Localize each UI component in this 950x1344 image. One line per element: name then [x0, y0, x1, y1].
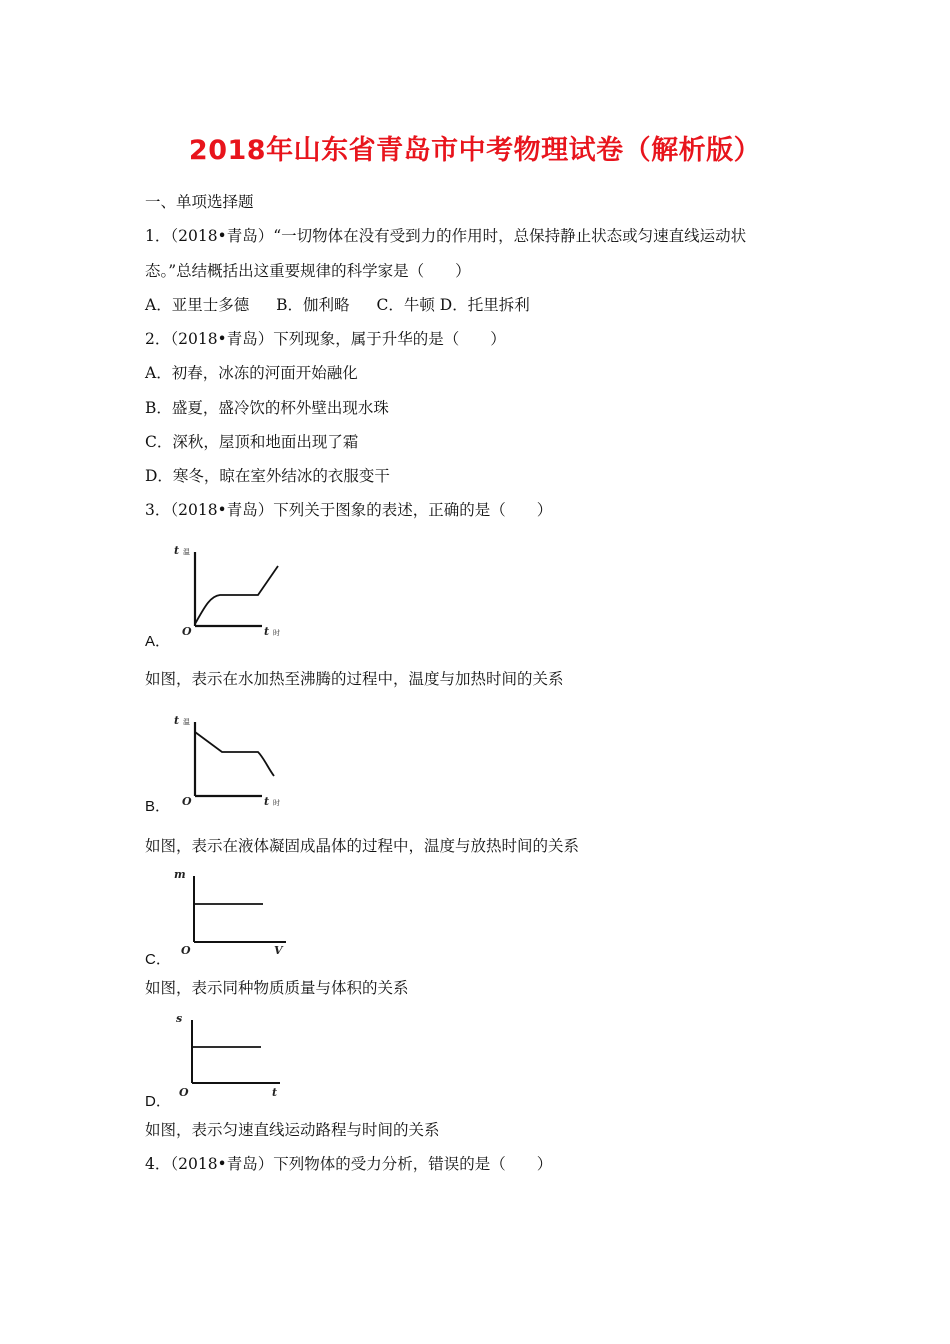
question-1-options: [145, 295, 530, 315]
q3-option-a-label: A．: [145, 633, 171, 650]
q2-option-d: D．寒冬，晾在室外结冰的衣服变干: [145, 467, 390, 485]
question-2-stem: 2．（2018•青岛）下列现象，属于升华的是（ ）: [145, 330, 506, 348]
graph-c: [170, 866, 300, 956]
question-4-stem: 4．（2018•青岛）下列物体的受力分析，错误的是（ ）: [145, 1155, 553, 1173]
question-1-line-2: 态。”总结概括出这重要规律的科学家是（ ）: [145, 262, 471, 280]
graph-b-x-sub: 时: [273, 799, 280, 807]
graph-b-curve: [195, 732, 274, 776]
graph-a-y-sub: 温: [183, 548, 190, 556]
graph-c-origin: O: [181, 944, 191, 957]
q3-option-d-desc: 如图，表示匀速直线运动路程与时间的关系: [145, 1121, 440, 1139]
graph-c-x-label: V: [274, 944, 283, 957]
graph-a-x-label: t: [264, 625, 270, 638]
graph-b: [170, 712, 300, 812]
q2-option-b: B．盛夏，盛冷饮的杯外壁出现水珠: [145, 399, 389, 417]
q3-option-b-label: B．: [145, 798, 171, 815]
graph-c-y-label: m: [174, 868, 186, 881]
graph-b-origin: O: [182, 795, 192, 808]
graph-b-x-label: t: [264, 795, 270, 808]
q1-option-c: C．牛顿: [376, 296, 435, 314]
graph-a-y-label: t: [174, 544, 180, 557]
graph-d-x-label: t: [272, 1086, 278, 1099]
graph-d-svg: [170, 1010, 300, 1100]
question-3-stem: 3．（2018•青岛）下列关于图象的表述，正确的是（ ）: [145, 501, 553, 519]
graph-a: [170, 542, 300, 642]
q2-option-a: A．初春，冰冻的河面开始融化: [145, 364, 358, 382]
graph-b-y-sub: 温: [183, 718, 190, 726]
q3-option-c-label: C．: [145, 951, 171, 968]
q1-option-b: B．伽利略: [276, 296, 350, 314]
graph-d-y-label: s: [176, 1012, 183, 1025]
graph-a-x-sub: 时: [273, 629, 280, 637]
q3-option-c-desc: 如图，表示同种物质质量与体积的关系: [145, 979, 409, 997]
q1-option-a: A．亚里士多德: [145, 296, 250, 314]
graph-a-svg: [170, 542, 300, 642]
page-title: 2018年山东省青岛市中考物理试卷（解析版）: [188, 135, 762, 166]
q3-option-b-desc: 如图，表示在液体凝固成晶体的过程中，温度与放热时间的关系: [145, 837, 580, 855]
section-heading: 一、单项选择题: [145, 193, 254, 211]
q3-option-a-desc: 如图，表示在水加热至沸腾的过程中，温度与加热时间的关系: [145, 670, 564, 688]
graph-a-curve: [195, 566, 278, 624]
graph-d-origin: O: [179, 1086, 189, 1099]
q2-option-c: C．深秋，屋顶和地面出现了霜: [145, 433, 359, 451]
q1-option-d: D．托里拆利: [439, 296, 530, 314]
graph-b-svg: [170, 712, 300, 812]
q3-option-d-label: D．: [145, 1093, 171, 1110]
graph-c-svg: [170, 866, 300, 956]
question-1-line-1: 1．（2018•青岛）“一切物体在没有受到力的作用时，总保持静止状态或匀速直线运动状: [145, 227, 747, 245]
graph-b-y-label: t: [174, 714, 180, 727]
graph-a-origin: O: [182, 625, 192, 638]
graph-d: [170, 1010, 300, 1100]
